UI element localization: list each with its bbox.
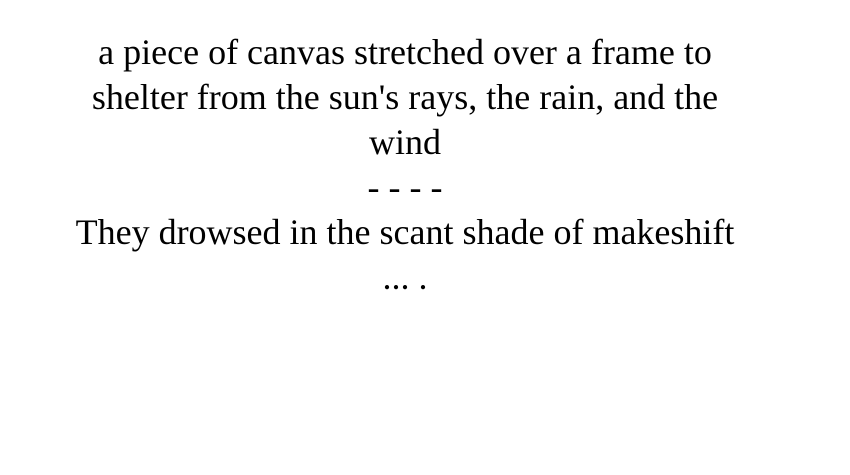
- example-sentence: They drowsed in the scant shade of makeshift: [75, 212, 735, 252]
- blank-placeholder: ... .: [382, 257, 428, 297]
- definition-text: a piece of canvas stretched over a frame to shelter from the sun's rays, the rain, and the wind: [91, 32, 719, 162]
- separator: - - - -: [367, 167, 443, 207]
- flashcard: [25, 30, 785, 300]
